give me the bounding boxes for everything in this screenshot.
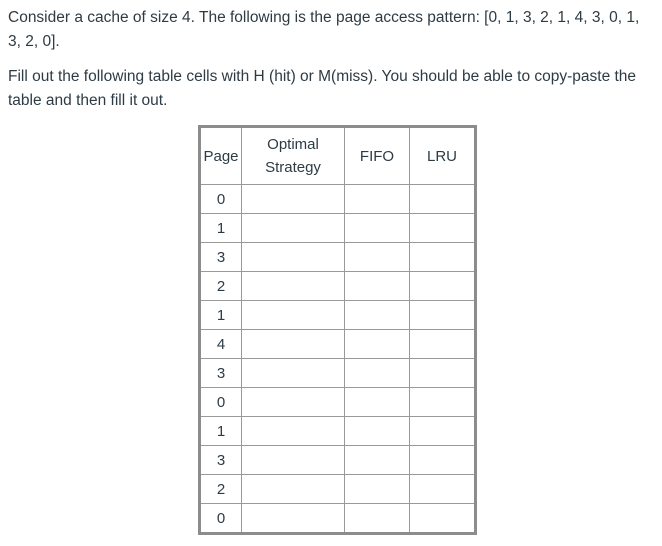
header-optimal-line1: Optimal [267, 136, 319, 153]
lru-cell[interactable] [410, 359, 476, 388]
lru-cell[interactable] [410, 388, 476, 417]
cache-table [198, 125, 477, 535]
table-row [200, 214, 476, 243]
optimal-cell[interactable] [242, 185, 345, 214]
page-cell: 0 [200, 504, 242, 534]
fifo-cell[interactable] [345, 475, 410, 504]
fifo-cell[interactable] [345, 243, 410, 272]
lru-cell[interactable] [410, 185, 476, 214]
optimal-cell[interactable] [242, 504, 345, 534]
table-body [200, 185, 476, 534]
page-cell: 3 [200, 243, 242, 272]
lru-cell[interactable] [410, 475, 476, 504]
page-cell: 2 [200, 272, 242, 301]
fifo-cell[interactable] [345, 388, 410, 417]
optimal-cell[interactable] [242, 446, 345, 475]
page-cell: 2 [200, 475, 242, 504]
table-row [200, 272, 476, 301]
lru-cell[interactable] [410, 243, 476, 272]
header-optimal-strategy [242, 127, 345, 185]
fifo-cell[interactable] [345, 301, 410, 330]
optimal-cell[interactable] [242, 388, 345, 417]
fifo-cell[interactable] [345, 504, 410, 534]
table-row [200, 446, 476, 475]
fifo-cell[interactable] [345, 214, 410, 243]
header-optimal-line2: Strategy [265, 159, 321, 176]
table-header-row [200, 127, 476, 185]
page-cell: 0 [200, 185, 242, 214]
header-page: Page [200, 127, 242, 185]
page-cell: 1 [200, 301, 242, 330]
fifo-cell[interactable] [345, 185, 410, 214]
table-row [200, 475, 476, 504]
fifo-cell[interactable] [345, 446, 410, 475]
table-row [200, 301, 476, 330]
table-row [200, 388, 476, 417]
lru-cell[interactable] [410, 301, 476, 330]
page-cell: 1 [200, 417, 242, 446]
table-row [200, 359, 476, 388]
optimal-cell[interactable] [242, 475, 345, 504]
fifo-cell[interactable] [345, 272, 410, 301]
question-paragraph-instructions: Fill out the following table cells with H (hit) or M(miss). You should be able to copy-paste the table and then fill it out. [8, 68, 637, 109]
optimal-cell[interactable] [242, 330, 345, 359]
fifo-cell[interactable] [345, 417, 410, 446]
optimal-cell[interactable] [242, 359, 345, 388]
optimal-cell[interactable] [242, 301, 345, 330]
table-row [200, 330, 476, 359]
page-cell: 3 [200, 446, 242, 475]
header-fifo: FIFO [345, 127, 410, 185]
table-row [200, 185, 476, 214]
lru-cell[interactable] [410, 446, 476, 475]
lru-cell[interactable] [410, 330, 476, 359]
lru-cell[interactable] [410, 504, 476, 534]
table-row [200, 417, 476, 446]
fifo-cell[interactable] [345, 359, 410, 388]
page-cell: 4 [200, 330, 242, 359]
table-row [200, 504, 476, 534]
page-cell: 0 [200, 388, 242, 417]
header-lru: LRU [410, 127, 476, 185]
page-cell: 1 [200, 214, 242, 243]
optimal-cell[interactable] [242, 214, 345, 243]
page-cell: 3 [200, 359, 242, 388]
optimal-cell[interactable] [242, 272, 345, 301]
optimal-cell[interactable] [242, 243, 345, 272]
lru-cell[interactable] [410, 214, 476, 243]
optimal-cell[interactable] [242, 417, 345, 446]
lru-cell[interactable] [410, 417, 476, 446]
question-paragraph-cache: Consider a cache of size 4. The following is the page access pattern: [0, 1, 3, 2, 1, 4, 3, 0, 1, 3, 2, 0]. [8, 9, 640, 50]
fifo-cell[interactable] [345, 330, 410, 359]
table-row [200, 243, 476, 272]
lru-cell[interactable] [410, 272, 476, 301]
